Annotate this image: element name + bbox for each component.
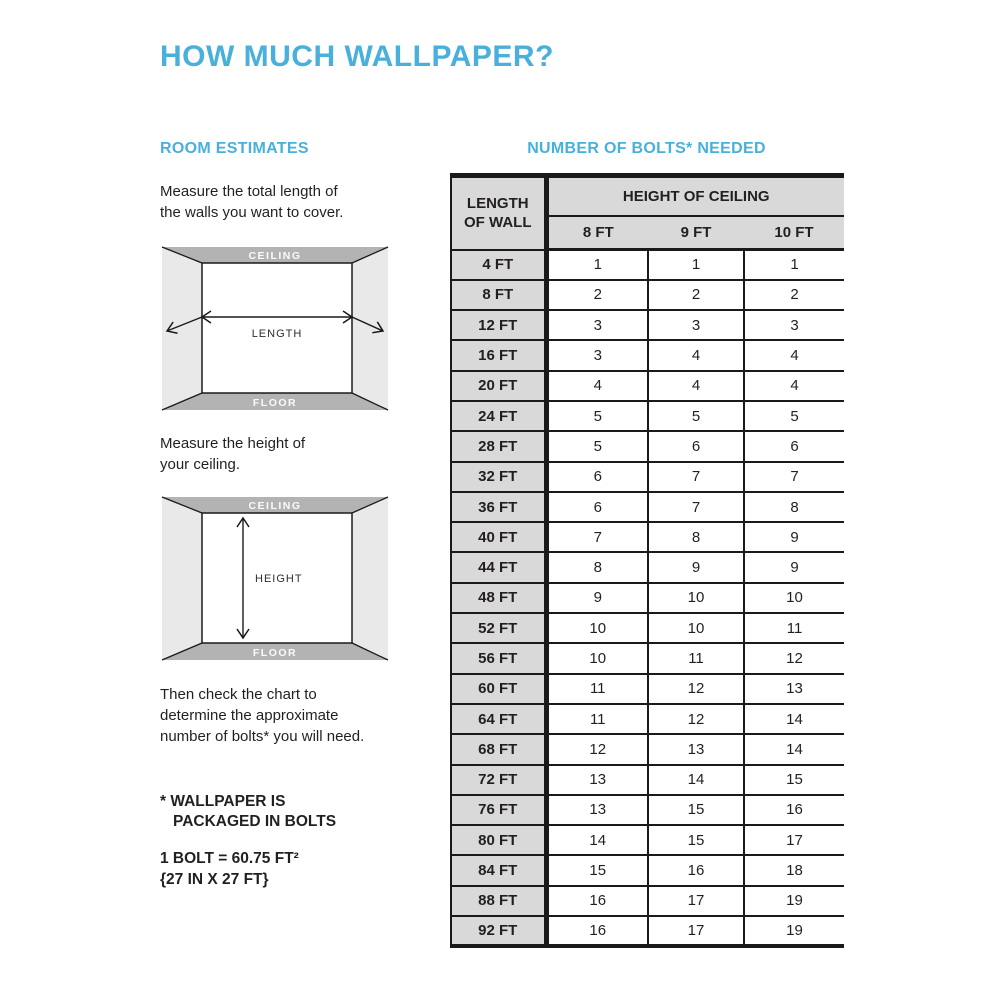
wall-length-cell: 52 FT [451, 613, 546, 643]
floor-label: FLOOR [252, 647, 298, 659]
bolt-count-cell: 11 [546, 674, 648, 704]
room-estimates-heading: ROOM ESTIMATES [160, 140, 309, 157]
bolt-count-cell: 12 [648, 704, 744, 734]
bolt-count-cell: 11 [744, 613, 844, 643]
table-row [451, 765, 844, 795]
step1-instruction [160, 181, 343, 223]
wall-length-cell: 68 FT [451, 734, 546, 764]
length-of-wall-line2: OF WALL [464, 214, 532, 232]
table-row [451, 371, 844, 401]
footnote-line2: PACKAGED IN BOLTS [173, 813, 337, 830]
bolt-count-cell: 6 [648, 431, 744, 461]
wall-length-cell: 88 FT [451, 886, 546, 916]
bolt-count-cell: 14 [744, 734, 844, 764]
bolt-count-cell: 19 [744, 916, 844, 946]
wall-length-cell: 12 FT [451, 310, 546, 340]
step2-instruction [160, 433, 305, 475]
table-row [451, 250, 844, 280]
length-of-wall-line1: LENGTH [466, 195, 529, 213]
bolt-count-cell: 4 [648, 371, 744, 401]
footnote-line1: * WALLPAPER IS [160, 793, 286, 810]
bolt-count-cell: 13 [546, 795, 648, 825]
bolt-count-cell: 7 [648, 492, 744, 522]
wall-length-cell: 48 FT [451, 583, 546, 613]
table-row [451, 674, 844, 704]
wall-length-cell: 28 FT [451, 431, 546, 461]
wall-length-cell: 72 FT [451, 765, 546, 795]
bolt-count-cell: 8 [744, 492, 844, 522]
bolt-count-cell: 15 [648, 825, 744, 855]
col-header-8ft: 8 FT [546, 216, 648, 250]
wall-length-cell: 60 FT [451, 674, 546, 704]
bolt-count-cell: 15 [648, 795, 744, 825]
table-row [451, 280, 844, 310]
wall-length-cell: 4 FT [451, 250, 546, 280]
bolt-count-cell: 4 [546, 371, 648, 401]
wall-length-cell: 44 FT [451, 552, 546, 582]
step1-line2: the walls you want to cover. [160, 204, 344, 221]
bolt-size-line1: 1 BOLT = 60.75 FT² [160, 850, 299, 867]
bolt-count-cell: 17 [648, 916, 744, 946]
bolt-count-cell: 16 [648, 855, 744, 885]
bolt-count-cell: 5 [648, 401, 744, 431]
bolt-count-cell: 2 [648, 280, 744, 310]
bolt-count-cell: 16 [546, 886, 648, 916]
bolt-count-cell: 13 [744, 674, 844, 704]
table-row [451, 734, 844, 764]
bolt-count-cell: 5 [546, 401, 648, 431]
bolt-count-cell: 6 [744, 431, 844, 461]
table-row [451, 583, 844, 613]
bolt-count-cell: 2 [744, 280, 844, 310]
table-row [451, 340, 844, 370]
bolt-count-cell: 4 [648, 340, 744, 370]
bolts-footnote [160, 792, 336, 832]
room-length-diagram [160, 245, 390, 412]
floor-label: FLOOR [252, 397, 298, 409]
wall-length-cell: 56 FT [451, 643, 546, 673]
step3-instruction [160, 684, 364, 747]
wall-length-cell: 24 FT [451, 401, 546, 431]
bolt-count-cell: 11 [648, 643, 744, 673]
bolt-count-cell: 5 [546, 431, 648, 461]
bolt-count-cell: 11 [546, 704, 648, 734]
bolt-count-cell: 3 [546, 340, 648, 370]
bolt-count-cell: 16 [546, 916, 648, 946]
bolt-count-cell: 16 [744, 795, 844, 825]
bolt-count-cell: 14 [648, 765, 744, 795]
col-header-10ft: 10 FT [744, 216, 844, 250]
bolt-count-cell: 8 [546, 552, 648, 582]
wall-length-cell: 16 FT [451, 340, 546, 370]
bolt-count-cell: 10 [546, 613, 648, 643]
wall-length-cell: 40 FT [451, 522, 546, 552]
bolt-count-cell: 1 [546, 250, 648, 280]
bolt-count-cell: 17 [648, 886, 744, 916]
ceiling-label: CEILING [248, 250, 302, 262]
table-row [451, 825, 844, 855]
table-row [451, 916, 844, 946]
bolt-count-cell: 7 [648, 462, 744, 492]
table-row [451, 704, 844, 734]
table-row [451, 522, 844, 552]
length-dimension-label: LENGTH [251, 328, 303, 340]
step1-line1: Measure the total length of [160, 183, 338, 200]
bolt-count-cell: 13 [648, 734, 744, 764]
wall-length-cell: 76 FT [451, 795, 546, 825]
bolt-count-cell: 10 [744, 583, 844, 613]
room-height-diagram [160, 495, 390, 662]
wall-length-cell: 36 FT [451, 492, 546, 522]
bolt-count-cell: 9 [648, 552, 744, 582]
bolt-count-cell: 10 [546, 643, 648, 673]
wall-length-cell: 20 FT [451, 371, 546, 401]
bolt-count-cell: 1 [648, 250, 744, 280]
bolt-count-cell: 6 [546, 462, 648, 492]
bolt-count-cell: 18 [744, 855, 844, 885]
bolts-needed-heading: NUMBER OF BOLTS* NEEDED [527, 140, 766, 157]
step2-line2: your ceiling. [160, 456, 241, 473]
bolt-count-cell: 9 [546, 583, 648, 613]
wall-length-cell: 8 FT [451, 280, 546, 310]
table-row [451, 886, 844, 916]
bolt-size-line2: {27 IN X 27 FT} [160, 871, 269, 888]
table-row [451, 552, 844, 582]
table-row [451, 795, 844, 825]
bolt-count-cell: 10 [648, 613, 744, 643]
bolt-count-cell: 14 [546, 825, 648, 855]
ceiling-label: CEILING [248, 500, 302, 512]
wall-length-cell: 64 FT [451, 704, 546, 734]
bolt-count-cell: 15 [744, 765, 844, 795]
bolt-count-cell: 7 [744, 462, 844, 492]
bolts-table-container [450, 173, 844, 948]
bolt-count-cell: 12 [648, 674, 744, 704]
table-row [451, 431, 844, 461]
table-header-row-group [451, 176, 844, 216]
height-dimension-label: HEIGHT [255, 573, 303, 585]
col-header-9ft: 9 FT [648, 216, 744, 250]
bolt-count-cell: 9 [744, 522, 844, 552]
bolt-count-cell: 6 [546, 492, 648, 522]
bolt-count-cell: 1 [744, 250, 844, 280]
bolt-count-cell: 19 [744, 886, 844, 916]
bolt-count-cell: 5 [744, 401, 844, 431]
page-title: HOW MUCH WALLPAPER? [160, 40, 554, 73]
wall-length-cell: 32 FT [451, 462, 546, 492]
step2-line1: Measure the height of [160, 435, 306, 452]
wall-length-cell: 92 FT [451, 916, 546, 946]
bolts-table-body [451, 250, 844, 947]
table-row [451, 613, 844, 643]
bolt-count-cell: 14 [744, 704, 844, 734]
bolt-count-cell: 4 [744, 340, 844, 370]
bolt-count-cell: 10 [648, 583, 744, 613]
bolt-count-cell: 4 [744, 371, 844, 401]
bolt-count-cell: 12 [546, 734, 648, 764]
wall-length-cell: 80 FT [451, 825, 546, 855]
table-row [451, 462, 844, 492]
height-of-ceiling-header: HEIGHT OF CEILING [546, 176, 844, 216]
step3-line2: determine the approximate [160, 707, 339, 724]
table-row [451, 492, 844, 522]
table-row [451, 310, 844, 340]
bolt-count-cell: 3 [546, 310, 648, 340]
bolt-count-cell: 12 [744, 643, 844, 673]
step3-line1: Then check the chart to [160, 686, 317, 703]
bolt-size-info [160, 848, 299, 890]
length-of-wall-header [451, 176, 546, 250]
bolt-count-cell: 15 [546, 855, 648, 885]
bolt-count-cell: 8 [648, 522, 744, 552]
bolt-count-cell: 9 [744, 552, 844, 582]
bolt-count-cell: 3 [744, 310, 844, 340]
wall-length-cell: 84 FT [451, 855, 546, 885]
bolt-count-cell: 17 [744, 825, 844, 855]
table-row [451, 855, 844, 885]
bolt-count-cell: 3 [648, 310, 744, 340]
table-row [451, 401, 844, 431]
bolt-count-cell: 2 [546, 280, 648, 310]
bolts-table [450, 173, 844, 948]
bolt-count-cell: 13 [546, 765, 648, 795]
bolt-count-cell: 7 [546, 522, 648, 552]
table-row [451, 643, 844, 673]
step3-line3: number of bolts* you will need. [160, 728, 365, 745]
